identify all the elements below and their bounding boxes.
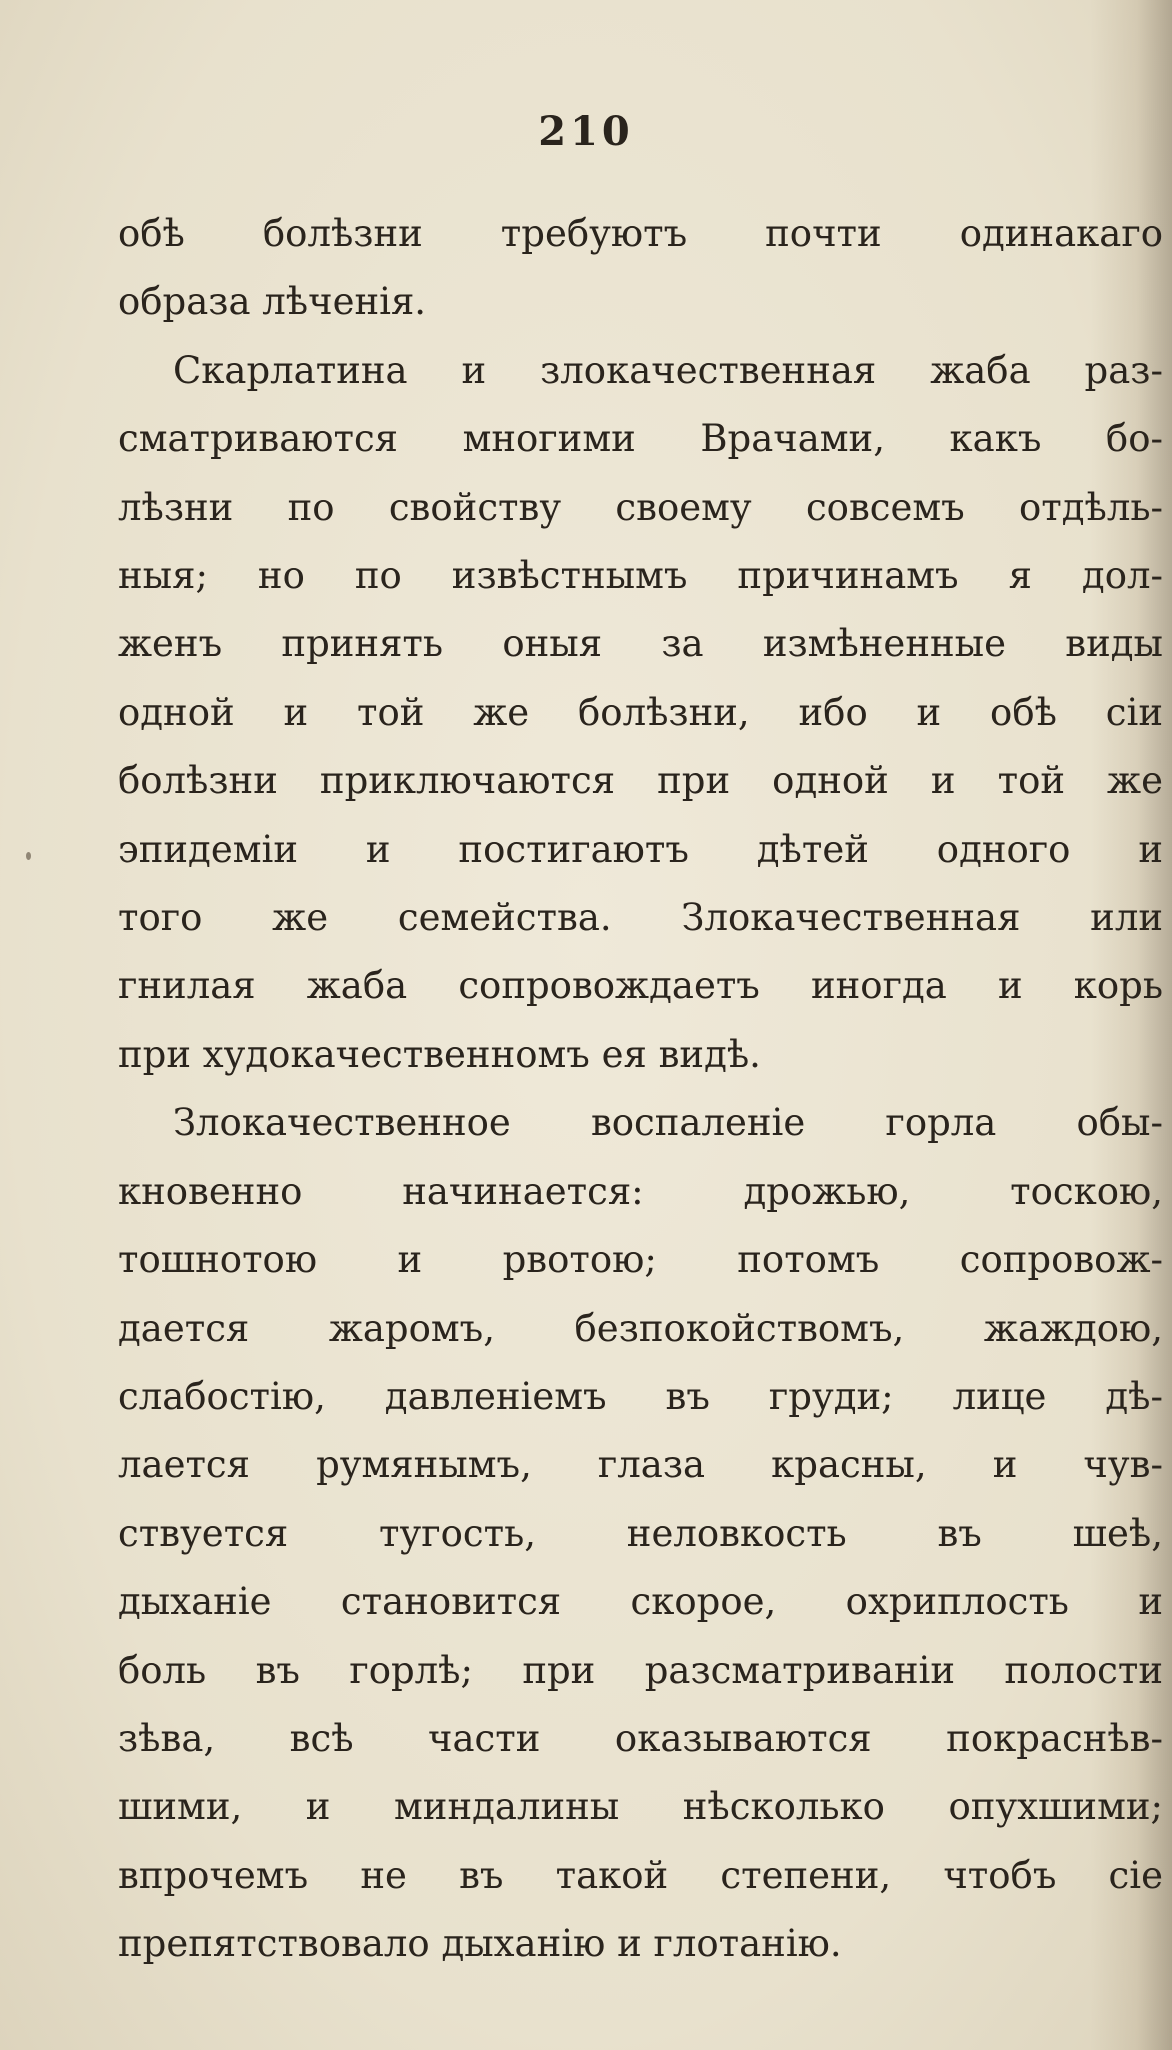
text-line: препятствовало дыханію и глотанію. [118, 1922, 842, 1966]
text-line: Злокачественное воспаленіе горла обы- [173, 1101, 1163, 1145]
text-line: дыханіе становится скорое, охриплость и [118, 1580, 1163, 1624]
text-line: ныя; но по извѣстнымъ причинамъ я дол- [118, 554, 1163, 598]
text-line: зѣва, всѣ части оказываются покраснѣв- [118, 1716, 1163, 1760]
text-line: при худокачественномъ ея видѣ. [118, 1032, 761, 1076]
text-line: сматриваются многими Врачами, какъ бо- [118, 417, 1163, 461]
text-line: эпидеміи и постигаютъ дѣтей одного и [118, 827, 1163, 871]
text-line: Скарлатина и злокачественная жаба раз- [173, 348, 1163, 392]
body-text [118, 200, 1163, 1979]
text-line: болѣзни приключаются при одной и той же [118, 759, 1163, 803]
text-line: впрочемъ не въ такой степени, чтобъ сіе [118, 1853, 1163, 1897]
paragraph [118, 1089, 1163, 1978]
paragraph [118, 200, 1163, 337]
paragraph [118, 337, 1163, 1089]
text-line: тошнотою и рвотою; потомъ сопровож- [118, 1238, 1163, 1282]
text-line: женъ принять оныя за измѣненные виды [118, 622, 1163, 666]
text-line: образа лѣченія. [118, 280, 427, 324]
text-line: слабостію, давленіемъ въ груди; лице дѣ- [118, 1374, 1163, 1418]
text-line: того же семейства. Злокачественная или [118, 896, 1163, 940]
text-line: лѣзни по свойству своему совсемъ отдѣль- [118, 485, 1163, 529]
ink-speck [26, 852, 31, 860]
text-line: гнилая жаба сопровождаетъ иногда и корь [118, 964, 1163, 1008]
text-line: шими, и миндалины нѣсколько опухшими; [118, 1785, 1163, 1829]
text-line: обѣ болѣзни требуютъ почти одинакаго [118, 212, 1163, 255]
text-line: одной и той же болѣзни, ибо и обѣ сіи [118, 690, 1163, 734]
text-line: лается румянымъ, глаза красны, и чув- [118, 1443, 1163, 1487]
text-line: кновенно начинается: дрожью, тоскою, [118, 1169, 1163, 1213]
page-number: 210 [538, 108, 634, 155]
text-line: боль въ горлѣ; при разсматриваніи полости [118, 1648, 1163, 1692]
text-line: ствуется тугость, неловкость въ шеѣ, [118, 1511, 1163, 1555]
text-line: дается жаромъ, безпокойствомъ, жаждою, [118, 1306, 1163, 1350]
